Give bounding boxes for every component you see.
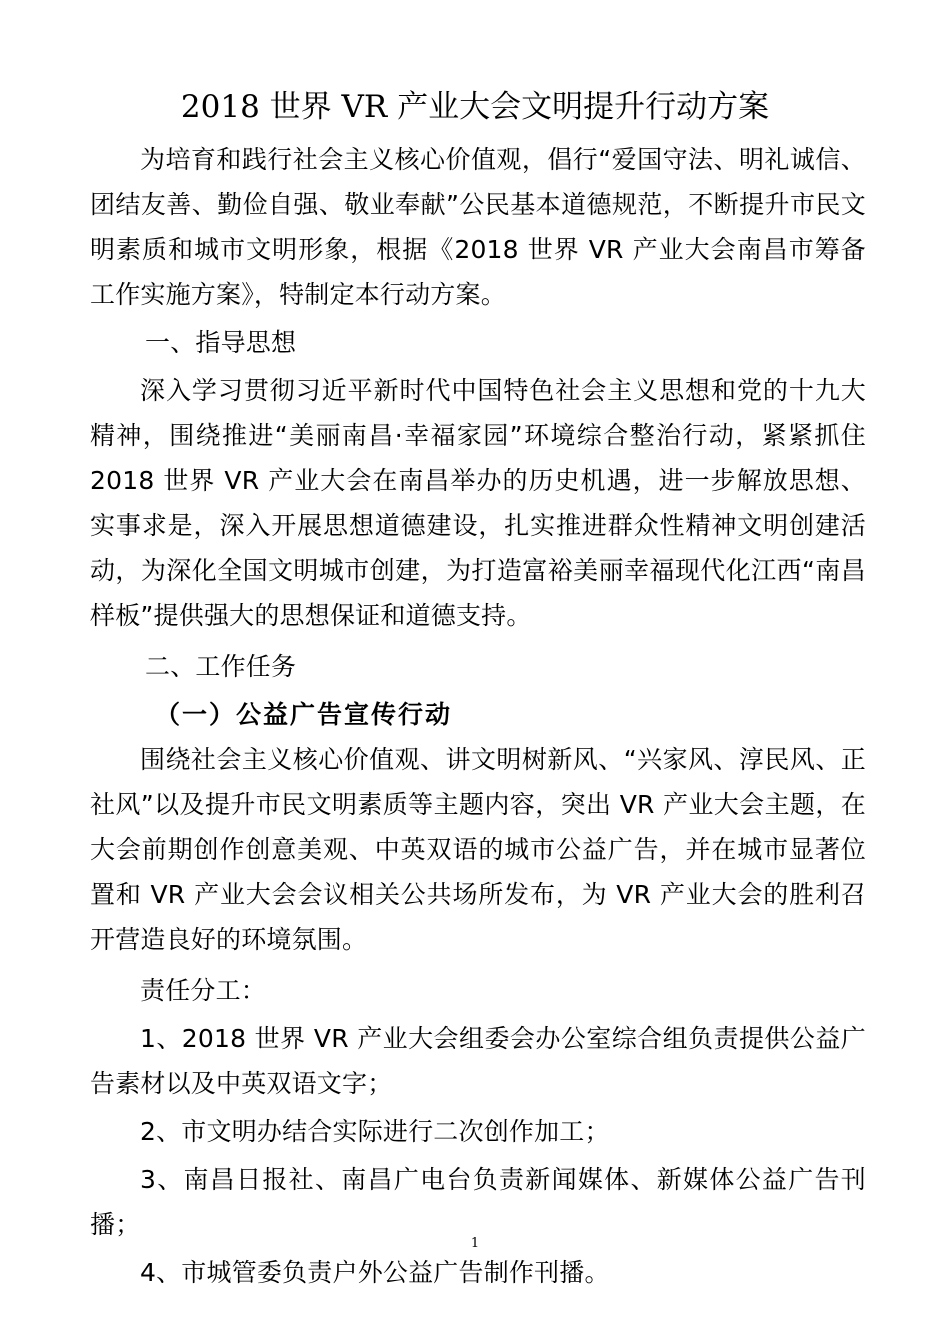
document-body	[90, 137, 866, 1295]
duty-item-1: 1、2018 世界 VR 产业大会组委会办公室综合组负责提供公益广告素材以及中英双语文字；	[90, 1024, 866, 1098]
duty-item-2: 2、市文明办结合实际进行二次创作加工；	[140, 1117, 610, 1146]
document-title: 2018 世界 VR 产业大会文明提升行动方案	[180, 89, 770, 125]
duty-item-4: 4、市城管委负责户外公益广告制作刊播。	[140, 1258, 610, 1287]
page-number: 1	[470, 1236, 480, 1251]
public-ads-paragraph: 围绕社会主义核心价值观、讲文明树新风、“兴家风、淳民风、正社风”以及提升市民文明素质等主题内容，突出 VR 产业大会主题，在大会前期创作创意美观、中英双语的城市公益广告，并在城市显著位置和 VR 产业大会会议相关公共场所发布，为 VR 产业大会的胜利召开营造良好的环境氛围。	[90, 745, 866, 954]
section-heading-guiding-ideology: 一、指导思想	[145, 328, 297, 357]
duties-label: 责任分工：	[140, 976, 267, 1005]
intro-paragraph: 为培育和践行社会主义核心价值观，倡行“爱国守法、明礼诚信、团结友善、勤俭自强、敬业奉献”公民基本道德规范，不断提升市民文明素质和城市文明形象，根据《2018 世界 VR 产业大会南昌市筹备工作实施方案》，特制定本行动方案。	[90, 145, 866, 309]
section-heading-work-tasks: 二、工作任务	[145, 652, 297, 681]
guiding-ideology-paragraph: 深入学习贯彻习近平新时代中国特色社会主义思想和党的十九大精神，围绕推进“美丽南昌·幸福家园”环境综合整治行动，紧紧抓住 2018 世界 VR 产业大会在南昌举办的历史机遇，进一步解放思想、实事求是，深入开展思想道德建设，扎实推进群众性精神文明创建活动，为深化全国文明城市创建，为打造富裕美丽幸福现代化江西“南昌样板”提供强大的思想保证和道德支持。	[90, 376, 866, 630]
duty-item-3: 3、南昌日报社、南昌广电台负责新闻媒体、新媒体公益广告刊播；	[90, 1165, 866, 1239]
subsection-heading-public-ads: （一）公益广告宣传行动	[155, 700, 453, 729]
